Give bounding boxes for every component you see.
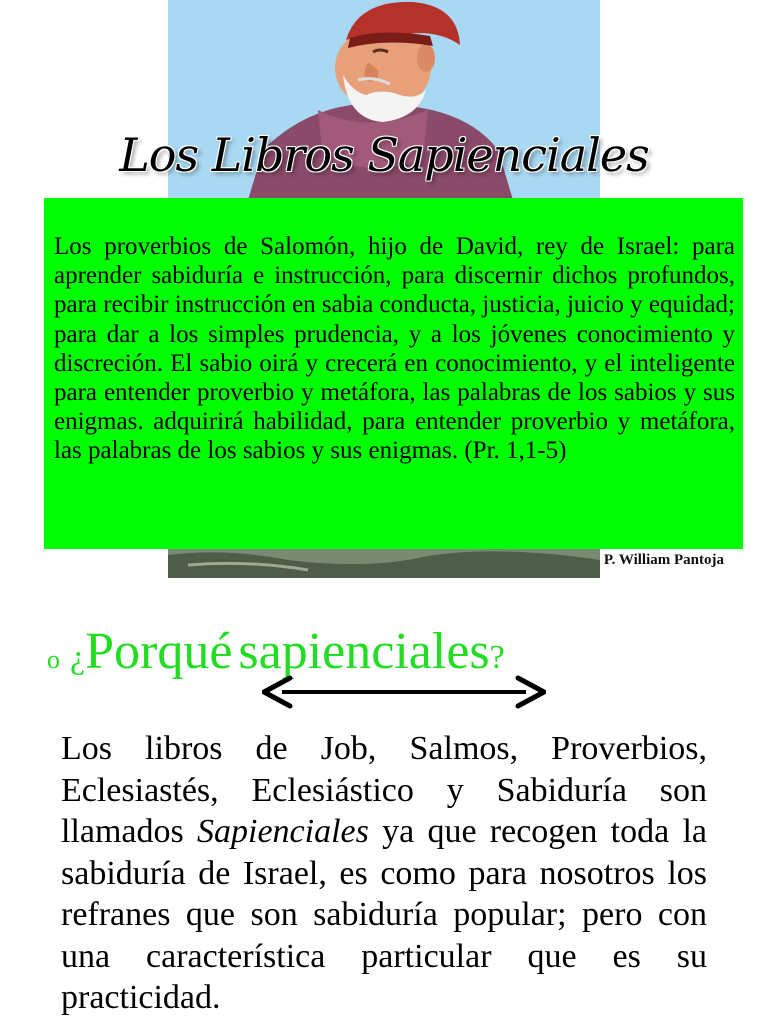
quote-box [44,198,743,549]
body-text-part1: Los libros de Job, Salmos, Proverbios, Eclesiastés, Eclesiástico y Sabiduría son llamados [61,730,707,850]
quote-text: Los proverbios de Salomón, hijo de David, rey de Israel: para aprender sabiduría e instrucción, para discernir dichos profundos, para recibir instrucción en sabia conducta, justicia, juicio y equidad; para dar a los simples prudencia, y a los jóvenes conocimiento y discreción. El sabio oirá y crecerá en conocimiento, y el inteligente para entender proverbio y metáfora, las palabras de los sabios y sus enigmas. adquirirá habilidad, para entender proverbio y metáfora, las palabras de los sabios y sus enigmas. (Pr. 1,1-5) [54,233,736,465]
question-mark-open: ¿ [70,639,86,676]
body-emphasis: Sapienciales [197,813,369,850]
body-paragraph [61,728,707,1019]
heading-word-porque: Porqué [85,623,233,680]
body-text-part2: ya que recogen toda la sabiduría de Israel, es como para nosotros los refranes que son sabiduría popular; pero con una característica particular que es su practicidad. [61,813,707,1016]
heading-word-sapienciales: sapienciales [238,623,490,680]
slide-title: Los Libros Sapienciales [119,128,649,182]
author-signature: P. William Pantoja [603,552,724,568]
question-mark-close: ? [489,639,505,676]
bullet-marker: o [47,645,60,674]
double-headed-arrow-icon [262,670,546,714]
